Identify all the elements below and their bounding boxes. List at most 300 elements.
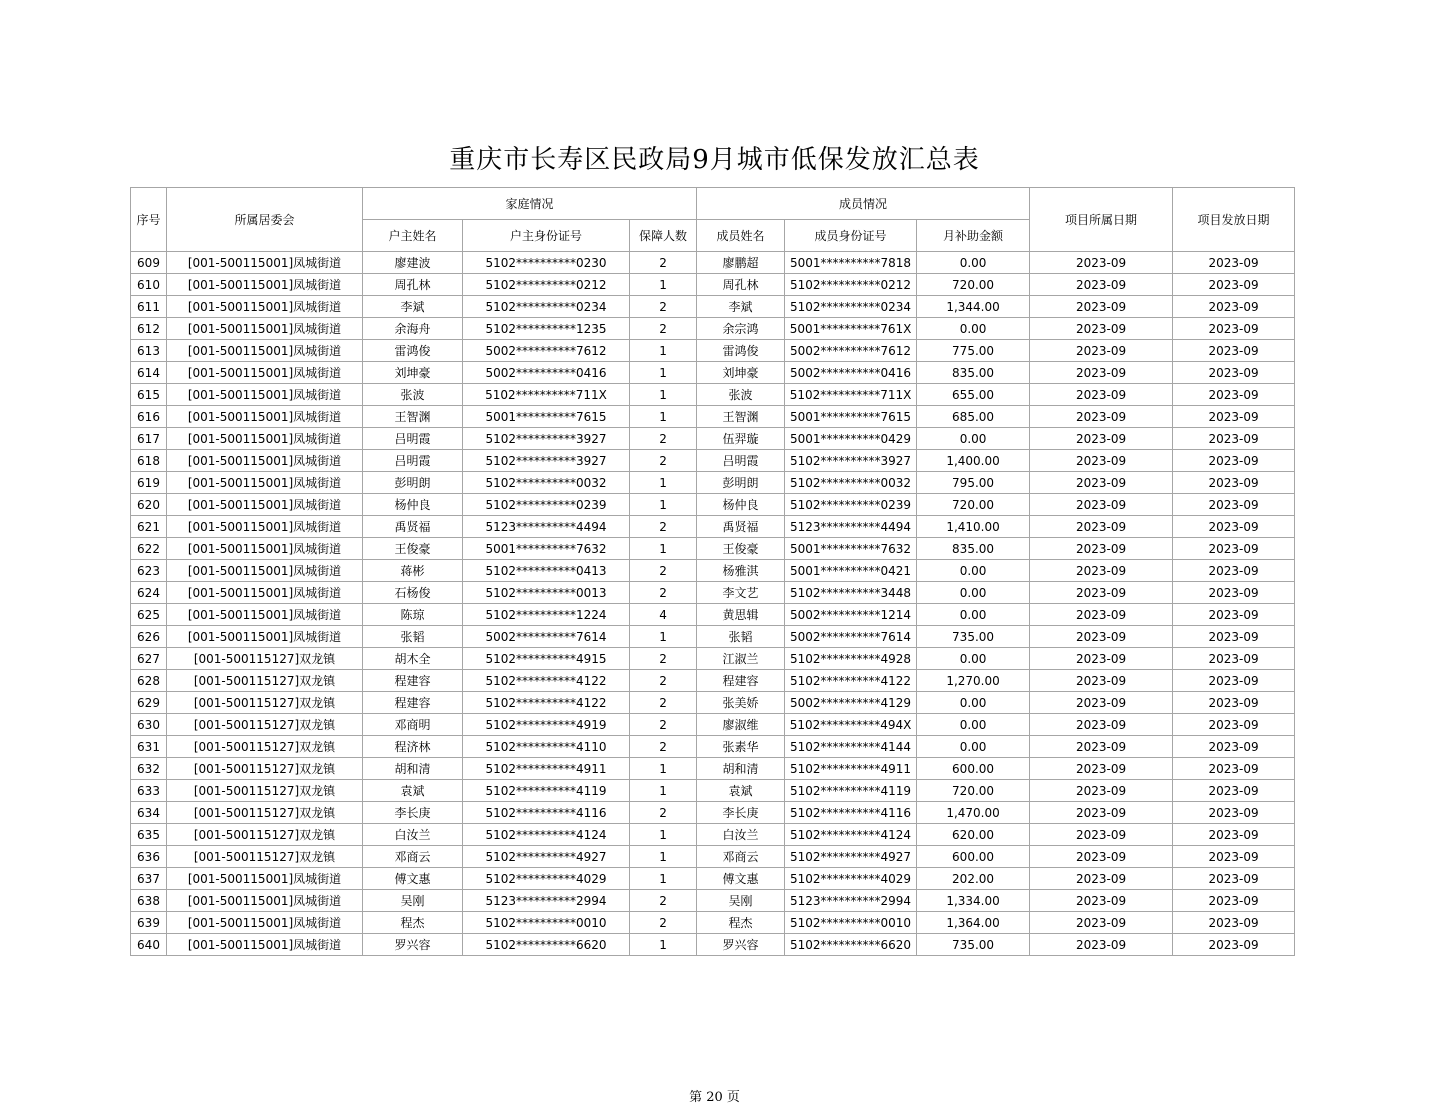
- cell-member-id: 5123**********4494: [785, 516, 917, 538]
- cell-project-date: 2023-09: [1030, 604, 1173, 626]
- cell-project-date: 2023-09: [1030, 824, 1173, 846]
- cell-member-id: 5102**********4911: [785, 758, 917, 780]
- cell-member-id: 5102**********4119: [785, 780, 917, 802]
- cell-committee: [001-500115001]凤城街道: [167, 252, 363, 274]
- cell-issue-date: 2023-09: [1173, 648, 1295, 670]
- cell-committee: [001-500115127]双龙镇: [167, 780, 363, 802]
- cell-head-id: 5102**********4122: [463, 692, 630, 714]
- cell-member-id: 5102**********711X: [785, 384, 917, 406]
- cell-amount: 720.00: [917, 494, 1030, 516]
- cell-member-id: 5102**********0032: [785, 472, 917, 494]
- cell-head-name: 程济林: [363, 736, 463, 758]
- cell-amount: 0.00: [917, 428, 1030, 450]
- cell-head-id: 5102**********4122: [463, 670, 630, 692]
- cell-amount: 775.00: [917, 340, 1030, 362]
- cell-member-name: 彭明朗: [697, 472, 785, 494]
- cell-head-name: 周孔林: [363, 274, 463, 296]
- cell-issue-date: 2023-09: [1173, 758, 1295, 780]
- cell-seq: 620: [131, 494, 167, 516]
- cell-head-name: 刘坤豪: [363, 362, 463, 384]
- cell-head-id: 5102**********0230: [463, 252, 630, 274]
- cell-project-date: 2023-09: [1030, 340, 1173, 362]
- cell-project-date: 2023-09: [1030, 274, 1173, 296]
- cell-head-id: 5102**********4029: [463, 868, 630, 890]
- cell-head-name: 罗兴容: [363, 934, 463, 956]
- cell-head-id: 5102**********711X: [463, 384, 630, 406]
- cell-committee: [001-500115001]凤城街道: [167, 318, 363, 340]
- cell-project-date: 2023-09: [1030, 670, 1173, 692]
- cell-committee: [001-500115001]凤城街道: [167, 274, 363, 296]
- cell-amount: 0.00: [917, 736, 1030, 758]
- cell-issue-date: 2023-09: [1173, 736, 1295, 758]
- cell-seq: 629: [131, 692, 167, 714]
- cell-issue-date: 2023-09: [1173, 318, 1295, 340]
- cell-project-date: 2023-09: [1030, 736, 1173, 758]
- cell-amount: 720.00: [917, 780, 1030, 802]
- cell-seq: 623: [131, 560, 167, 582]
- table-row: [131, 406, 1295, 428]
- cell-member-id: 5102**********4927: [785, 846, 917, 868]
- cell-count: 1: [630, 538, 697, 560]
- cell-issue-date: 2023-09: [1173, 406, 1295, 428]
- cell-member-id: 5002**********7614: [785, 626, 917, 648]
- cell-seq: 624: [131, 582, 167, 604]
- cell-head-id: 5102**********4919: [463, 714, 630, 736]
- cell-amount: 720.00: [917, 274, 1030, 296]
- cell-member-id: 5102**********494X: [785, 714, 917, 736]
- cell-member-name: 张美娇: [697, 692, 785, 714]
- cell-member-id: 5102**********4116: [785, 802, 917, 824]
- cell-issue-date: 2023-09: [1173, 780, 1295, 802]
- cell-committee: [001-500115001]凤城街道: [167, 450, 363, 472]
- cell-issue-date: 2023-09: [1173, 692, 1295, 714]
- table-row: [131, 538, 1295, 560]
- cell-count: 2: [630, 736, 697, 758]
- table-row: [131, 362, 1295, 384]
- cell-head-name: 程建容: [363, 670, 463, 692]
- cell-count: 1: [630, 934, 697, 956]
- cell-committee: [001-500115001]凤城街道: [167, 384, 363, 406]
- cell-head-id: 5102**********0013: [463, 582, 630, 604]
- cell-head-id: 5102**********4915: [463, 648, 630, 670]
- cell-issue-date: 2023-09: [1173, 824, 1295, 846]
- cell-member-name: 黄思辑: [697, 604, 785, 626]
- cell-member-id: 5123**********2994: [785, 890, 917, 912]
- cell-member-id: 5102**********0234: [785, 296, 917, 318]
- cell-head-name: 禹贤福: [363, 516, 463, 538]
- cell-count: 1: [630, 780, 697, 802]
- cell-seq: 632: [131, 758, 167, 780]
- cell-member-name: 邓商云: [697, 846, 785, 868]
- cell-head-name: 杨仲良: [363, 494, 463, 516]
- cell-count: 1: [630, 846, 697, 868]
- cell-issue-date: 2023-09: [1173, 450, 1295, 472]
- cell-committee: [001-500115001]凤城街道: [167, 934, 363, 956]
- cell-committee: [001-500115127]双龙镇: [167, 824, 363, 846]
- cell-head-id: 5002**********7612: [463, 340, 630, 362]
- cell-amount: 0.00: [917, 604, 1030, 626]
- table-row: [131, 582, 1295, 604]
- cell-issue-date: 2023-09: [1173, 714, 1295, 736]
- cell-committee: [001-500115001]凤城街道: [167, 296, 363, 318]
- cell-project-date: 2023-09: [1030, 692, 1173, 714]
- cell-amount: 795.00: [917, 472, 1030, 494]
- cell-head-id: 5001**********7615: [463, 406, 630, 428]
- cell-committee: [001-500115001]凤城街道: [167, 912, 363, 934]
- table-body: [131, 252, 1295, 956]
- header-project-date: 项目所属日期: [1030, 188, 1173, 252]
- cell-issue-date: 2023-09: [1173, 538, 1295, 560]
- cell-seq: 618: [131, 450, 167, 472]
- cell-committee: [001-500115127]双龙镇: [167, 846, 363, 868]
- table-row: [131, 670, 1295, 692]
- table-row: [131, 714, 1295, 736]
- cell-head-name: 白汝兰: [363, 824, 463, 846]
- cell-seq: 640: [131, 934, 167, 956]
- cell-committee: [001-500115001]凤城街道: [167, 626, 363, 648]
- cell-count: 2: [630, 252, 697, 274]
- cell-amount: 600.00: [917, 758, 1030, 780]
- cell-project-date: 2023-09: [1030, 252, 1173, 274]
- cell-committee: [001-500115001]凤城街道: [167, 516, 363, 538]
- cell-member-name: 江淑兰: [697, 648, 785, 670]
- cell-member-id: 5102**********4144: [785, 736, 917, 758]
- cell-member-name: 王俊豪: [697, 538, 785, 560]
- cell-seq: 626: [131, 626, 167, 648]
- cell-member-id: 5001**********7818: [785, 252, 917, 274]
- cell-project-date: 2023-09: [1030, 714, 1173, 736]
- cell-head-id: 5102**********3927: [463, 428, 630, 450]
- cell-count: 4: [630, 604, 697, 626]
- cell-head-name: 李长庚: [363, 802, 463, 824]
- cell-seq: 610: [131, 274, 167, 296]
- cell-head-id: 5102**********4119: [463, 780, 630, 802]
- cell-member-name: 吴刚: [697, 890, 785, 912]
- cell-seq: 613: [131, 340, 167, 362]
- cell-head-id: 5123**********2994: [463, 890, 630, 912]
- cell-head-name: 彭明朗: [363, 472, 463, 494]
- cell-seq: 621: [131, 516, 167, 538]
- cell-committee: [001-500115001]凤城街道: [167, 868, 363, 890]
- cell-count: 2: [630, 318, 697, 340]
- table-row: [131, 758, 1295, 780]
- cell-head-name: 余海舟: [363, 318, 463, 340]
- cell-issue-date: 2023-09: [1173, 890, 1295, 912]
- table-row: [131, 912, 1295, 934]
- page-title: 重庆市长寿区民政局9月城市低保发放汇总表: [449, 145, 980, 175]
- cell-member-id: 5002**********0416: [785, 362, 917, 384]
- cell-head-name: 袁斌: [363, 780, 463, 802]
- cell-seq: 635: [131, 824, 167, 846]
- table-row: [131, 494, 1295, 516]
- cell-member-id: 5102**********4029: [785, 868, 917, 890]
- cell-member-name: 廖淑维: [697, 714, 785, 736]
- cell-seq: 634: [131, 802, 167, 824]
- cell-head-id: 5002**********0416: [463, 362, 630, 384]
- cell-member-id: 5001**********7615: [785, 406, 917, 428]
- cell-member-name: 张素华: [697, 736, 785, 758]
- cell-member-name: 袁斌: [697, 780, 785, 802]
- cell-member-id: 5002**********7612: [785, 340, 917, 362]
- cell-head-id: 5102**********0413: [463, 560, 630, 582]
- cell-project-date: 2023-09: [1030, 780, 1173, 802]
- cell-committee: [001-500115001]凤城街道: [167, 582, 363, 604]
- cell-head-name: 张波: [363, 384, 463, 406]
- table-row: [131, 450, 1295, 472]
- table-row: [131, 384, 1295, 406]
- cell-count: 2: [630, 428, 697, 450]
- cell-amount: 1,470.00: [917, 802, 1030, 824]
- cell-count: 2: [630, 296, 697, 318]
- cell-seq: 636: [131, 846, 167, 868]
- table-row: [131, 934, 1295, 956]
- cell-committee: [001-500115001]凤城街道: [167, 494, 363, 516]
- table-row: [131, 274, 1295, 296]
- cell-committee: [001-500115127]双龙镇: [167, 692, 363, 714]
- table-row: [131, 802, 1295, 824]
- cell-count: 1: [630, 384, 697, 406]
- cell-project-date: 2023-09: [1030, 318, 1173, 340]
- cell-count: 1: [630, 824, 697, 846]
- cell-head-id: 5002**********7614: [463, 626, 630, 648]
- cell-amount: 685.00: [917, 406, 1030, 428]
- header-committee: 所属居委会: [167, 188, 363, 252]
- table-row: [131, 626, 1295, 648]
- cell-project-date: 2023-09: [1030, 846, 1173, 868]
- cell-count: 2: [630, 582, 697, 604]
- cell-member-name: 程杰: [697, 912, 785, 934]
- cell-head-id: 5102**********4116: [463, 802, 630, 824]
- cell-issue-date: 2023-09: [1173, 516, 1295, 538]
- cell-member-name: 胡和清: [697, 758, 785, 780]
- cell-head-id: 5102**********3927: [463, 450, 630, 472]
- cell-issue-date: 2023-09: [1173, 252, 1295, 274]
- cell-member-id: 5102**********3448: [785, 582, 917, 604]
- cell-count: 2: [630, 516, 697, 538]
- cell-issue-date: 2023-09: [1173, 340, 1295, 362]
- cell-amount: 1,334.00: [917, 890, 1030, 912]
- cell-head-name: 吴刚: [363, 890, 463, 912]
- header-amount: 月补助金额: [917, 220, 1030, 252]
- cell-project-date: 2023-09: [1030, 868, 1173, 890]
- table-row: [131, 780, 1295, 802]
- cell-head-id: 5102**********0010: [463, 912, 630, 934]
- cell-seq: 609: [131, 252, 167, 274]
- cell-member-name: 王智渊: [697, 406, 785, 428]
- cell-member-name: 李长庚: [697, 802, 785, 824]
- cell-project-date: 2023-09: [1030, 934, 1173, 956]
- cell-issue-date: 2023-09: [1173, 362, 1295, 384]
- table-row: [131, 692, 1295, 714]
- cell-count: 2: [630, 670, 697, 692]
- cell-committee: [001-500115001]凤城街道: [167, 362, 363, 384]
- cell-count: 1: [630, 362, 697, 384]
- cell-seq: 625: [131, 604, 167, 626]
- cell-count: 1: [630, 472, 697, 494]
- cell-member-name: 廖鹏超: [697, 252, 785, 274]
- cell-committee: [001-500115001]凤城街道: [167, 560, 363, 582]
- table-row: [131, 648, 1295, 670]
- cell-head-id: 5102**********4124: [463, 824, 630, 846]
- cell-member-id: 5102**********0010: [785, 912, 917, 934]
- cell-seq: 631: [131, 736, 167, 758]
- cell-issue-date: 2023-09: [1173, 472, 1295, 494]
- cell-count: 1: [630, 868, 697, 890]
- header-member-group: 成员情况: [697, 188, 1030, 220]
- cell-member-name: 李斌: [697, 296, 785, 318]
- cell-issue-date: 2023-09: [1173, 296, 1295, 318]
- cell-seq: 615: [131, 384, 167, 406]
- cell-committee: [001-500115001]凤城街道: [167, 538, 363, 560]
- cell-head-name: 王俊豪: [363, 538, 463, 560]
- cell-project-date: 2023-09: [1030, 516, 1173, 538]
- cell-project-date: 2023-09: [1030, 582, 1173, 604]
- cell-seq: 630: [131, 714, 167, 736]
- cell-project-date: 2023-09: [1030, 406, 1173, 428]
- cell-head-id: 5102**********0212: [463, 274, 630, 296]
- cell-committee: [001-500115001]凤城街道: [167, 428, 363, 450]
- cell-member-name: 程建容: [697, 670, 785, 692]
- table-row: [131, 516, 1295, 538]
- table-header: [131, 188, 1295, 252]
- cell-amount: 600.00: [917, 846, 1030, 868]
- cell-head-name: 程杰: [363, 912, 463, 934]
- cell-amount: 735.00: [917, 934, 1030, 956]
- table-row: [131, 890, 1295, 912]
- cell-committee: [001-500115127]双龙镇: [167, 670, 363, 692]
- table-row: [131, 604, 1295, 626]
- header-count: 保障人数: [630, 220, 697, 252]
- cell-seq: 639: [131, 912, 167, 934]
- cell-head-id: 5102**********4927: [463, 846, 630, 868]
- cell-member-name: 余宗鸿: [697, 318, 785, 340]
- cell-amount: 655.00: [917, 384, 1030, 406]
- cell-member-id: 5102**********3927: [785, 450, 917, 472]
- table-row: [131, 340, 1295, 362]
- cell-committee: [001-500115127]双龙镇: [167, 758, 363, 780]
- cell-seq: 611: [131, 296, 167, 318]
- cell-committee: [001-500115001]凤城街道: [167, 472, 363, 494]
- cell-seq: 628: [131, 670, 167, 692]
- cell-member-id: 5001**********761X: [785, 318, 917, 340]
- header-member-id: 成员身份证号: [785, 220, 917, 252]
- cell-project-date: 2023-09: [1030, 450, 1173, 472]
- cell-issue-date: 2023-09: [1173, 802, 1295, 824]
- cell-member-id: 5102**********0212: [785, 274, 917, 296]
- cell-committee: [001-500115001]凤城街道: [167, 890, 363, 912]
- cell-head-name: 胡和清: [363, 758, 463, 780]
- cell-member-name: 周孔林: [697, 274, 785, 296]
- table-row: [131, 252, 1295, 274]
- cell-head-name: 雷鸿俊: [363, 340, 463, 362]
- table-row: [131, 868, 1295, 890]
- cell-count: 1: [630, 340, 697, 362]
- cell-member-name: 雷鸿俊: [697, 340, 785, 362]
- cell-member-id: 5002**********4129: [785, 692, 917, 714]
- cell-member-name: 禹贤福: [697, 516, 785, 538]
- cell-head-name: 陈琼: [363, 604, 463, 626]
- cell-head-id: 5102**********1235: [463, 318, 630, 340]
- header-member-name: 成员姓名: [697, 220, 785, 252]
- cell-member-id: 5102**********4124: [785, 824, 917, 846]
- cell-amount: 1,364.00: [917, 912, 1030, 934]
- cell-project-date: 2023-09: [1030, 384, 1173, 406]
- header-seq: 序号: [131, 188, 167, 252]
- cell-amount: 0.00: [917, 692, 1030, 714]
- cell-count: 2: [630, 890, 697, 912]
- cell-project-date: 2023-09: [1030, 912, 1173, 934]
- cell-count: 1: [630, 758, 697, 780]
- cell-issue-date: 2023-09: [1173, 934, 1295, 956]
- cell-member-id: 5002**********1214: [785, 604, 917, 626]
- cell-amount: 620.00: [917, 824, 1030, 846]
- cell-project-date: 2023-09: [1030, 890, 1173, 912]
- cell-committee: [001-500115001]凤城街道: [167, 406, 363, 428]
- cell-project-date: 2023-09: [1030, 626, 1173, 648]
- cell-member-name: 吕明霞: [697, 450, 785, 472]
- cell-count: 1: [630, 406, 697, 428]
- cell-count: 1: [630, 626, 697, 648]
- cell-seq: 612: [131, 318, 167, 340]
- cell-head-name: 吕明霞: [363, 428, 463, 450]
- cell-amount: 0.00: [917, 560, 1030, 582]
- cell-project-date: 2023-09: [1030, 296, 1173, 318]
- table-row: [131, 296, 1295, 318]
- relief-summary-table: [130, 187, 1295, 956]
- cell-count: 2: [630, 450, 697, 472]
- cell-count: 2: [630, 560, 697, 582]
- cell-issue-date: 2023-09: [1173, 670, 1295, 692]
- cell-seq: 627: [131, 648, 167, 670]
- cell-project-date: 2023-09: [1030, 472, 1173, 494]
- cell-amount: 0.00: [917, 582, 1030, 604]
- table-row: [131, 428, 1295, 450]
- cell-member-name: 张波: [697, 384, 785, 406]
- cell-seq: 614: [131, 362, 167, 384]
- cell-project-date: 2023-09: [1030, 538, 1173, 560]
- cell-member-id: 5102**********6620: [785, 934, 917, 956]
- cell-member-id: 5001**********0429: [785, 428, 917, 450]
- cell-head-id: 5001**********7632: [463, 538, 630, 560]
- cell-count: 2: [630, 802, 697, 824]
- cell-seq: 637: [131, 868, 167, 890]
- cell-committee: [001-500115127]双龙镇: [167, 736, 363, 758]
- cell-head-id: 5102**********0239: [463, 494, 630, 516]
- cell-committee: [001-500115001]凤城街道: [167, 340, 363, 362]
- cell-issue-date: 2023-09: [1173, 912, 1295, 934]
- cell-issue-date: 2023-09: [1173, 274, 1295, 296]
- header-issue-date: 项目发放日期: [1173, 188, 1295, 252]
- cell-issue-date: 2023-09: [1173, 428, 1295, 450]
- cell-member-id: 5001**********7632: [785, 538, 917, 560]
- cell-issue-date: 2023-09: [1173, 626, 1295, 648]
- cell-committee: [001-500115127]双龙镇: [167, 714, 363, 736]
- cell-committee: [001-500115127]双龙镇: [167, 648, 363, 670]
- cell-committee: [001-500115001]凤城街道: [167, 604, 363, 626]
- cell-project-date: 2023-09: [1030, 560, 1173, 582]
- cell-head-id: 5102**********0032: [463, 472, 630, 494]
- cell-project-date: 2023-09: [1030, 362, 1173, 384]
- cell-amount: 1,410.00: [917, 516, 1030, 538]
- cell-issue-date: 2023-09: [1173, 604, 1295, 626]
- cell-project-date: 2023-09: [1030, 802, 1173, 824]
- cell-head-name: 邓商明: [363, 714, 463, 736]
- cell-count: 2: [630, 648, 697, 670]
- cell-member-name: 伍羿璇: [697, 428, 785, 450]
- table-row: [131, 560, 1295, 582]
- cell-amount: 202.00: [917, 868, 1030, 890]
- cell-member-id: 5001**********0421: [785, 560, 917, 582]
